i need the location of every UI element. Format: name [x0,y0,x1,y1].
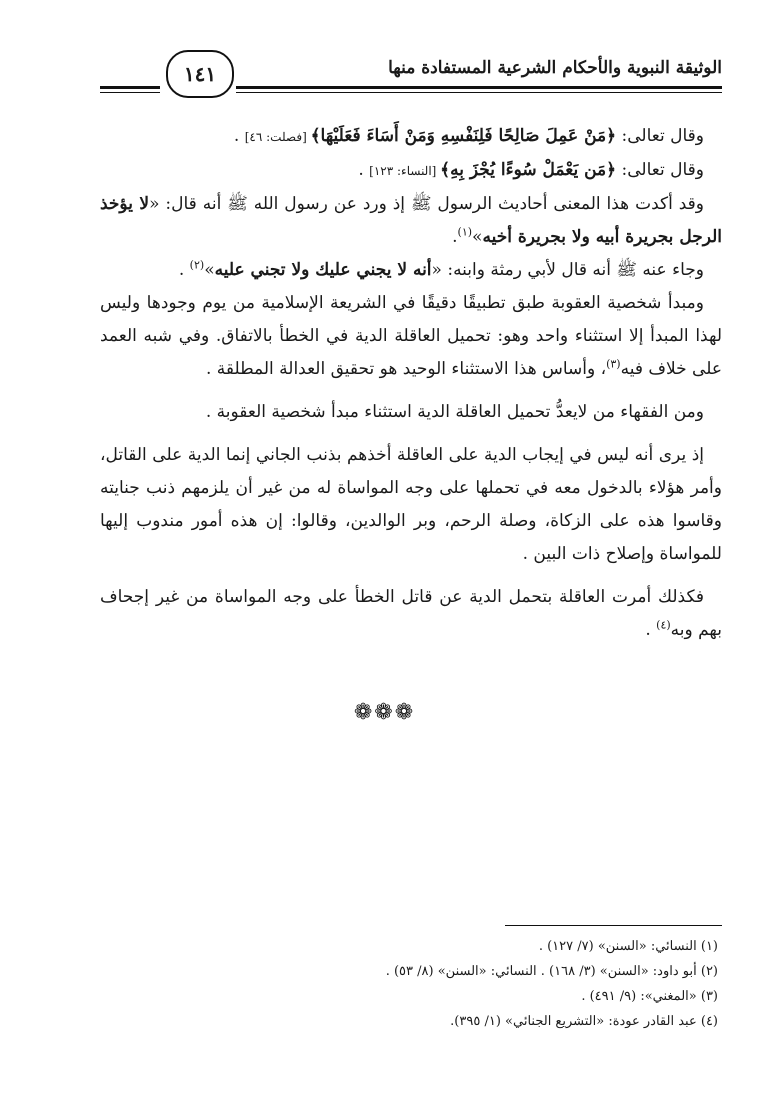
footnote-marker: (٣) [606,357,621,371]
footnote-marker: (٢) [189,258,205,272]
header-rule-thick [236,86,722,89]
page-number: ١٤١ [166,50,234,98]
footnote-separator [505,925,722,926]
footnote-2: (٢) أبو داود: «السنن» (٣/ ١٦٨) . النسائي: «السنن» (٨/ ٥٣) . [385,964,718,979]
footnote-1: (١) النسائي: «السنن» (٧/ ١٢٧) . [538,939,718,954]
footnote-4: (٤) عبد القادر عودة: «التشريع الجنائي» (١/ ٣٩٥). [450,1014,718,1029]
text: . [452,227,458,247]
text: » [204,260,215,280]
verse-reference: [فصلت: ٤٦] [244,130,311,144]
running-title: الوثيقة النبوية والأحكام الشرعية المستفادة منها [388,58,722,78]
paragraph-8 [100,581,722,647]
hadith-quote: لا يؤخذ الرجل بجريرة أبيه ولا بجريرة أخيه [100,194,722,247]
paragraph-2 [100,154,722,188]
main-text [100,120,722,647]
footnote-marker: (١) [457,225,473,239]
paragraph-4 [100,254,722,287]
text: وجاء عنه ﷺ أنه قال لأبي رمثة وابنه: « [431,260,704,280]
section-ornament: ❁❁❁ [353,700,416,725]
spacer [100,571,722,581]
header-rule-left-thin [100,92,160,93]
paragraph-5 [100,287,722,386]
verse-reference: [النساء: ١٢٣] [369,164,441,178]
header-rule-thin [236,92,722,93]
text: . [645,620,657,640]
text: فكذلك أمرت العاقلة بتحمل الدية عن قاتل الخطأ على وجه المواساة من غير إجحاف بهم وبه [100,587,722,640]
text: . [233,126,245,146]
quran-verse: ﴿مَن يَعْمَلْ سُوءًا يُجْزَ بِهِ﴾ [440,160,617,180]
text: وقد أكدت هذا المعنى أحاديث الرسول ﷺ إذ ورد عن رسول الله ﷺ أنه قال: « [149,194,705,214]
spacer [100,429,722,439]
paragraph-1 [100,120,722,154]
paragraph-3 [100,188,722,254]
footnotes [100,934,722,1034]
page-header [100,48,722,100]
paragraph-7: إذ يرى أنه ليس في إيجاب الدية على العاقلة أخذهم بذنب الجاني إنما الدية على القاتل، وأمر هؤلاء بالدخول معه في تحملها على وجه المواساة له من غير أن يلزمهم ذنب جنايته وقاسوا هذه على الزكاة، وصلة الرحم، وبر الوالدين، وقالوا: إن هذه أمور مندوب إليها للمواساة وإصلاح ذات البين . [100,445,722,564]
text: . [358,160,370,180]
quran-verse: ﴿مَنْ عَمِلَ صَالِحًا فَلِنَفْسِهِ وَمَنْ أَسَاءَ فَعَلَيْهَا﴾ [310,126,617,146]
paragraph-6: ومن الفقهاء من لايعدُّ تحميل العاقلة الدية استثناء مبدأ شخصية العقوبة . [205,402,704,422]
header-rule-left-thick [100,86,160,89]
text: » [472,227,483,247]
hadith-quote: أنه لا يجني عليك ولا تجني عليه [214,260,432,280]
text: . [178,260,190,280]
text: ، وأساس هذا الاستثناء الوحيد هو تحقيق العدالة المطلقة . [205,359,607,379]
footnote-3: (٣) «المغني»: (٩/ ٤٩١) . [581,989,718,1004]
text: وقال تعالى: [616,126,704,146]
text: ومبدأ شخصية العقوبة طبق تطبيقًا دقيقًا في الشريعة الإسلامية من يوم وجودها وليس لهذا المبدأ إلا استثناء واحد وهو: تحميل العاقلة الدية في الخطأ بالاتفاق. وفي شبه العمد على خلاف فيه [100,293,722,379]
footnote-marker: (٤) [656,618,671,632]
spacer [100,386,722,396]
text: وقال تعالى: [616,160,704,180]
